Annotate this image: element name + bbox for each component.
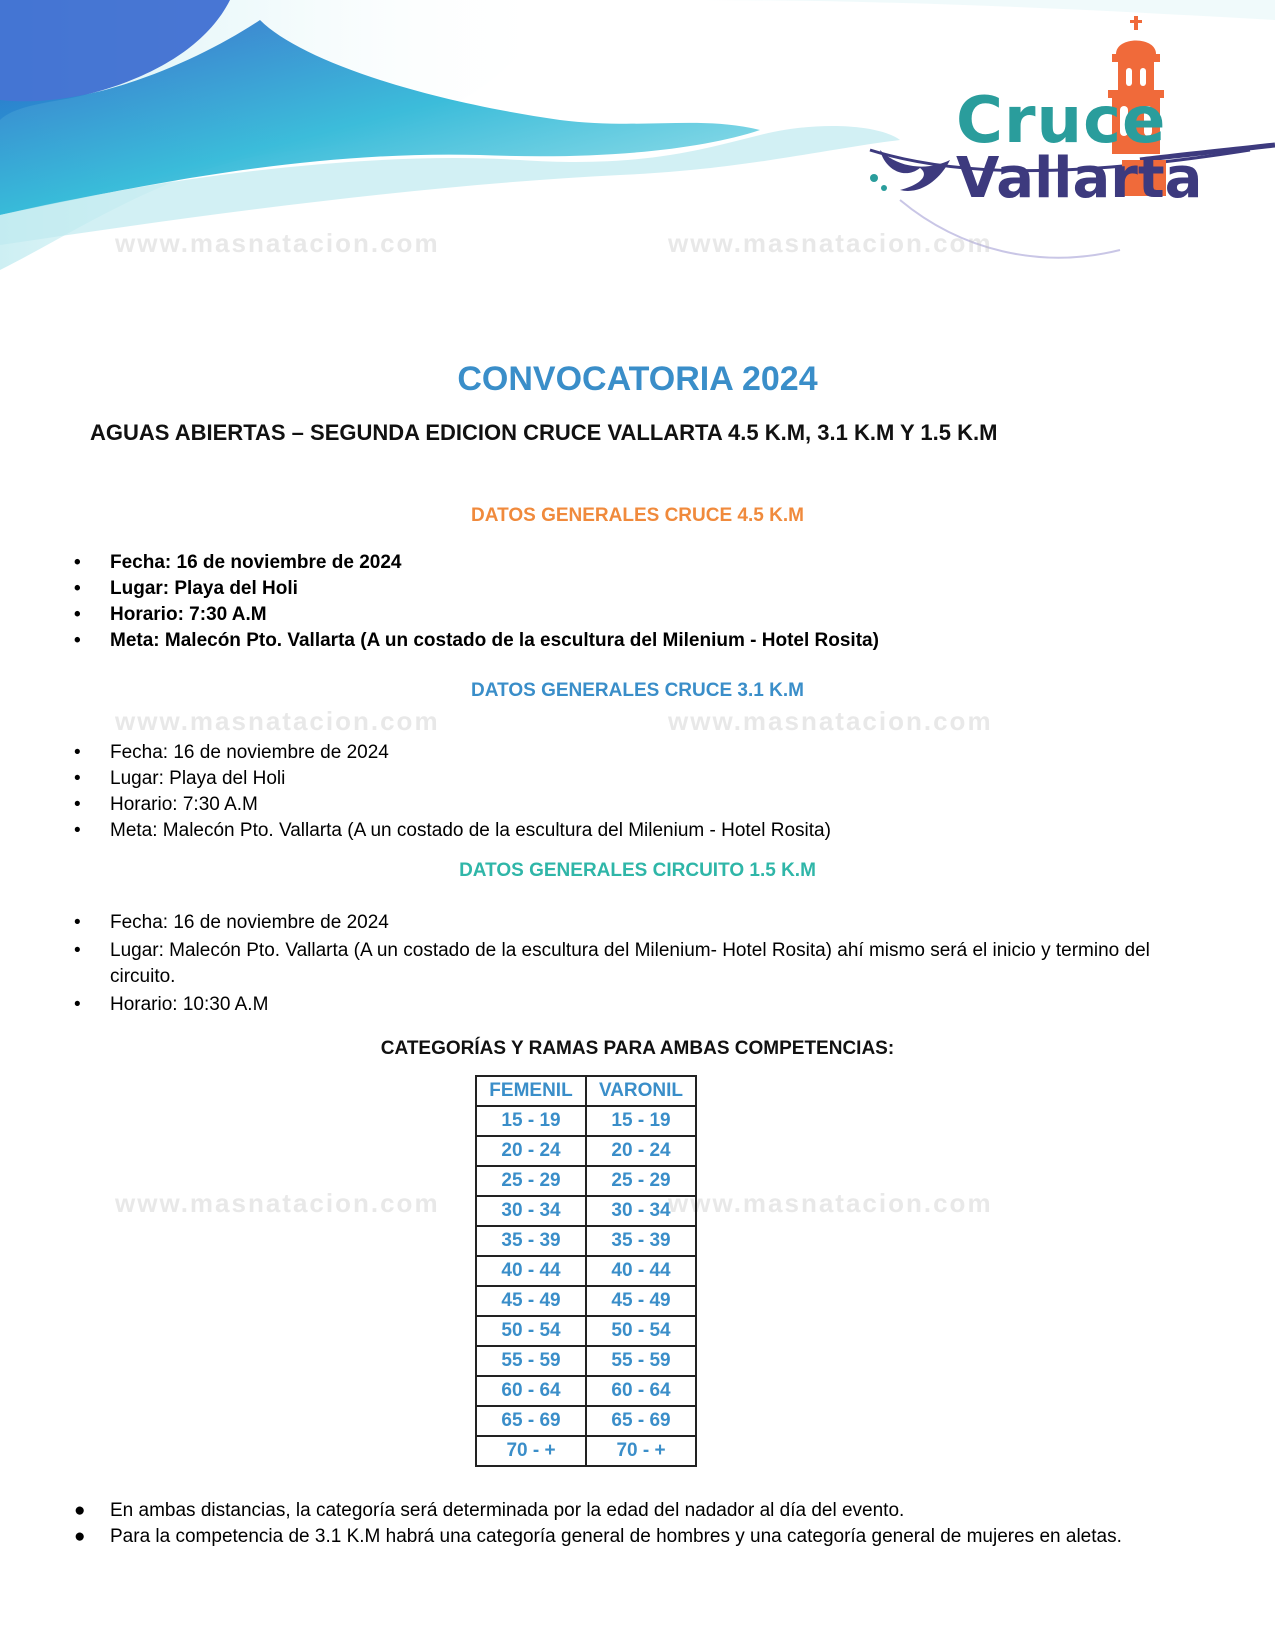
list-item: • Meta: Malecón Pto. Vallarta (A un costado de la escultura del Milenium - Hotel Rosita) (74, 630, 879, 651)
section-heading-1-5km: DATOS GENERALES CIRCUITO 1.5 K.M (459, 860, 816, 881)
watermark: www.masnatacion.com (115, 1188, 440, 1218)
table-row: 20 - 24 20 - 24 (476, 1136, 696, 1166)
cruce-vallarta-logo (860, 10, 1220, 210)
table-row: 30 - 34 30 - 34 (476, 1196, 696, 1226)
column-header-varonil: VARONIL (586, 1076, 696, 1106)
page-subtitle: AGUAS ABIERTAS – SEGUNDA EDICION CRUCE VALLARTA 4.5 K.M, 3.1 K.M Y 1.5 K.M (90, 420, 998, 445)
watermark: www.masnatacion.com (668, 1188, 993, 1218)
column-header-femenil: FEMENIL (476, 1076, 586, 1106)
logo-text-cruce: Cruce (956, 84, 1167, 158)
list-item: • Fecha: 16 de noviembre de 2024 (74, 742, 389, 763)
watermark: www.masnatacion.com (115, 228, 440, 258)
section-heading-4-5km: DATOS GENERALES CRUCE 4.5 K.M (471, 505, 804, 526)
table-row: 40 - 44 40 - 44 (476, 1256, 696, 1286)
section-list-4-5km (72, 550, 1202, 654)
list-item: • Fecha: 16 de noviembre de 2024 (74, 552, 402, 573)
list-item: • Lugar: Malecón Pto. Vallarta (A un costado de la escultura del Milenium- Hotel Rosita) ahí mismo será el inicio y termino del circuito. (74, 940, 1150, 987)
watermark: www.masnatacion.com (668, 706, 993, 736)
section-list-3-1km (72, 740, 1202, 844)
list-item: • Horario: 7:30 A.M (74, 604, 267, 625)
table-row: 55 - 59 55 - 59 (476, 1346, 696, 1376)
list-item: • Horario: 7:30 A.M (74, 794, 258, 815)
categories-table (475, 1075, 697, 1467)
table-row: 35 - 39 35 - 39 (476, 1226, 696, 1256)
table-row: 65 - 69 65 - 69 (476, 1406, 696, 1436)
categories-heading: CATEGORÍAS Y RAMAS PARA AMBAS COMPETENCIAS: (380, 1038, 895, 1059)
list-item: • Lugar: Playa del Holi (74, 768, 286, 789)
table-row: 50 - 54 50 - 54 (476, 1316, 696, 1346)
logo-text-vallarta: Vallarta (956, 146, 1203, 211)
list-item: • Lugar: Playa del Holi (74, 578, 298, 599)
list-item: • Fecha: 16 de noviembre de 2024 (74, 912, 389, 933)
watermark: www.masnatacion.com (668, 228, 993, 258)
list-item: ● En ambas distancias, la categoría será determinada por la edad del nadador al día del evento. (74, 1500, 905, 1521)
list-item: • Meta: Malecón Pto. Vallarta (A un costado de la escultura del Milenium - Hotel Rosita) (74, 820, 831, 841)
table-row: 45 - 49 45 - 49 (476, 1286, 696, 1316)
notes-list (72, 1498, 1202, 1550)
list-item: ● Para la competencia de 3.1 K.M habrá una categoría general de hombres y una categoría general de mujeres en aletas. (74, 1526, 1122, 1547)
watermark: www.masnatacion.com (115, 706, 440, 736)
list-item: • Horario: 10:30 A.M (74, 994, 269, 1015)
table-row: 70 - + 70 - + (476, 1436, 696, 1466)
table-row: 60 - 64 60 - 64 (476, 1376, 696, 1406)
page-title: CONVOCATORIA 2024 (457, 360, 818, 398)
section-heading-3-1km: DATOS GENERALES CRUCE 3.1 K.M (471, 680, 804, 701)
table-row: 25 - 29 25 - 29 (476, 1166, 696, 1196)
table-row: 15 - 19 15 - 19 (476, 1106, 696, 1136)
section-list-1-5km (72, 910, 1202, 1020)
